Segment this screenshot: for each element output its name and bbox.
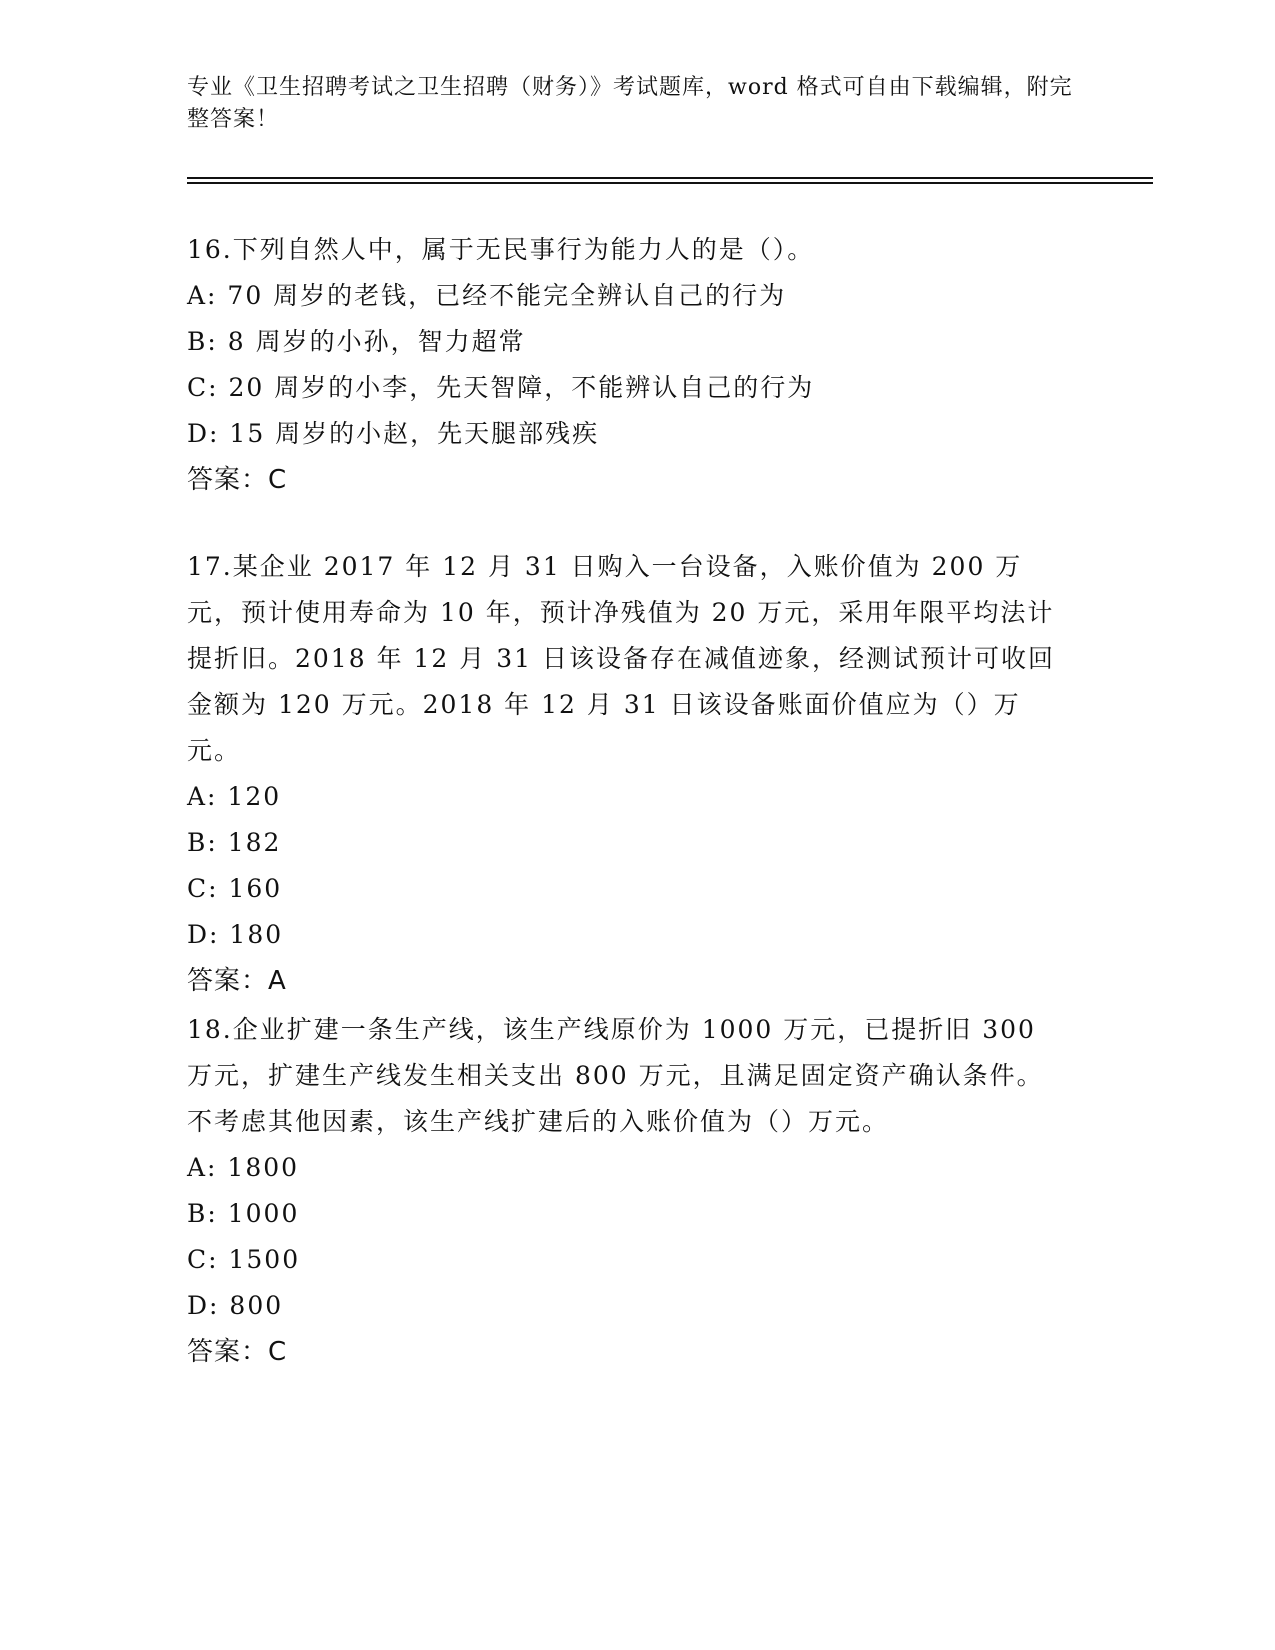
option-d: D: 180: [187, 920, 284, 949]
option-b: B: 8 周岁的小孙，智力超常: [187, 327, 526, 356]
question-17: [187, 544, 1067, 1004]
header-divider-bottom: [187, 182, 1153, 184]
option-c: C: 160: [187, 874, 283, 903]
question-text: 17.某企业 2017 年 12 月 31 日购入一台设备，入账价值为 200 万元，预计使用寿命为 10 年，预计净残值为 20 万元，采用年限平均法计提折旧。2018 年 12 月 31 日该设备存在减值迹象，经测试预计可收回金额为 120 万元。2018 年 12 月 31 日该设备账面价值应为（）万元。: [187, 552, 1055, 765]
option-a: A: 1800: [187, 1153, 300, 1182]
answer: 答案：A: [187, 966, 287, 996]
answer: 答案：C: [187, 1337, 288, 1367]
question-text: 18.企业扩建一条生产线，该生产线原价为 1000 万元，已提折旧 300 万元，扩建生产线发生相关支出 800 万元，且满足固定资产确认条件。不考虑其他因素，该生产线扩建后的入账价值为（）万元。: [187, 1015, 1044, 1136]
option-a: A: 70 周岁的老钱，已经不能完全辨认自己的行为: [187, 281, 787, 310]
answer: 答案：C: [187, 465, 288, 495]
question-text: 16.下列自然人中，属于无民事行为能力人的是（）。: [187, 235, 815, 264]
option-a: A: 120: [187, 782, 282, 811]
document-header: 专业《卫生招聘考试之卫生招聘（财务）》考试题库，word 格式可自由下载编辑，附完整答案！: [187, 75, 1073, 132]
question-16: [187, 227, 1067, 503]
option-b: B: 1000: [187, 1199, 300, 1228]
option-b: B: 182: [187, 828, 282, 857]
option-d: D: 15 周岁的小赵，先天腿部残疾: [187, 419, 600, 448]
question-18: [187, 1007, 1067, 1375]
header-divider-top: [187, 177, 1153, 179]
option-c: C: 1500: [187, 1245, 301, 1274]
option-d: D: 800: [187, 1291, 284, 1320]
option-c: C: 20 周岁的小李，先天智障，不能辨认自己的行为: [187, 373, 815, 402]
